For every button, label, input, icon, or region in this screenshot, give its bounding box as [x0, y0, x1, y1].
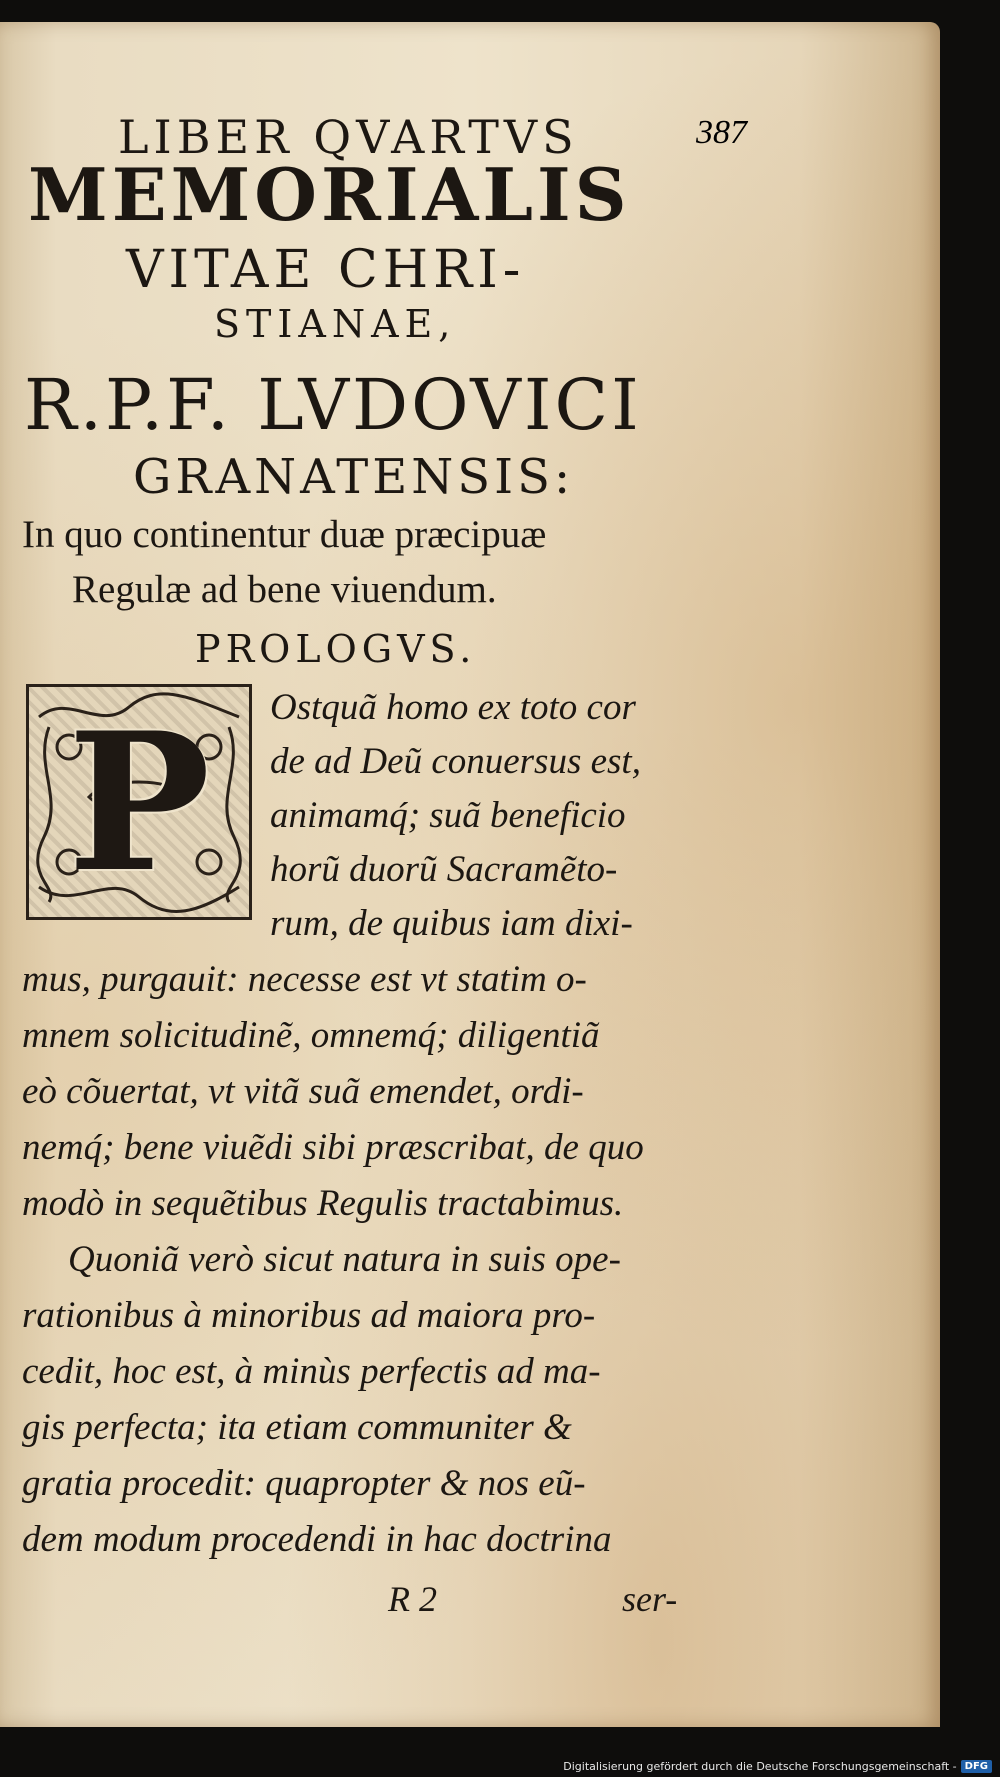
body-line-1: Ostquã homo ex toto cor — [270, 687, 636, 728]
body-line-16: dem modum procedendi in hac doctrina — [22, 1519, 612, 1560]
body-line-13: cedit, hoc est, à minùs perfectis ad ma- — [22, 1351, 601, 1392]
body-line-14: gis perfecta; ita etiam communiter & — [22, 1407, 572, 1448]
body-line-12: rationibus à minoribus ad maiora pro- — [22, 1295, 596, 1336]
body-line-3: animamq́; suã beneficio — [270, 795, 626, 836]
dfg-logo-icon: DFG — [961, 1760, 992, 1773]
body-line-11: Quoniã verò sicut natura in suis ope- — [68, 1239, 621, 1280]
title-line-4: R.P.F. LVDOVICI — [24, 364, 642, 446]
body-line-8: eò cõuertat, vt vitã suã emendet, ordi- — [22, 1071, 584, 1112]
body-line-5: rum, de quibus iam dixi- — [270, 903, 633, 944]
book-page — [0, 22, 940, 1727]
title-line-1: MEMORIALIS — [28, 152, 631, 237]
page-number: 387 — [696, 114, 747, 151]
body-line-10: modò in sequẽtibus Regulis tractabimus. — [22, 1183, 624, 1224]
digitization-footer — [563, 1760, 992, 1773]
body-line-6: mus, purgauit: necesse est vt statim o- — [22, 959, 587, 1000]
title-line-2: VITAE CHRI- — [126, 240, 526, 300]
body-line-9: nemq́; bene viuẽdi sibi præscribat, de quo — [22, 1127, 644, 1168]
body-line-2: de ad Deũ conuersus est, — [270, 741, 641, 782]
title-line-5: GRANATENSIS: — [133, 449, 575, 505]
signature-mark: R 2 — [388, 1579, 437, 1619]
subtitle-line-1: In quo continentur duæ præcipuæ — [22, 513, 547, 556]
subtitle-line-2: Regulæ ad bene viuendum. — [72, 568, 497, 611]
catchword: ser- — [622, 1579, 678, 1619]
running-header: LIBER QVARTVS — [118, 110, 579, 164]
title-line-3: STIANAE, — [214, 302, 457, 346]
body-line-7: mnem solicitudinẽ, omnemq́; diligentiã — [22, 1015, 600, 1056]
initial-letter: P — [67, 690, 211, 914]
funding-credit: Digitalisierung gefördert durch die Deutsche Forschungsgemeinschaft - — [563, 1760, 957, 1773]
section-heading: PROLOGVS. — [195, 627, 477, 671]
body-line-15: gratia procedit: quapropter & nos eũ- — [22, 1463, 586, 1504]
body-line-4: horũ duorũ Sacramẽto- — [270, 849, 618, 890]
decorated-initial — [26, 684, 252, 920]
